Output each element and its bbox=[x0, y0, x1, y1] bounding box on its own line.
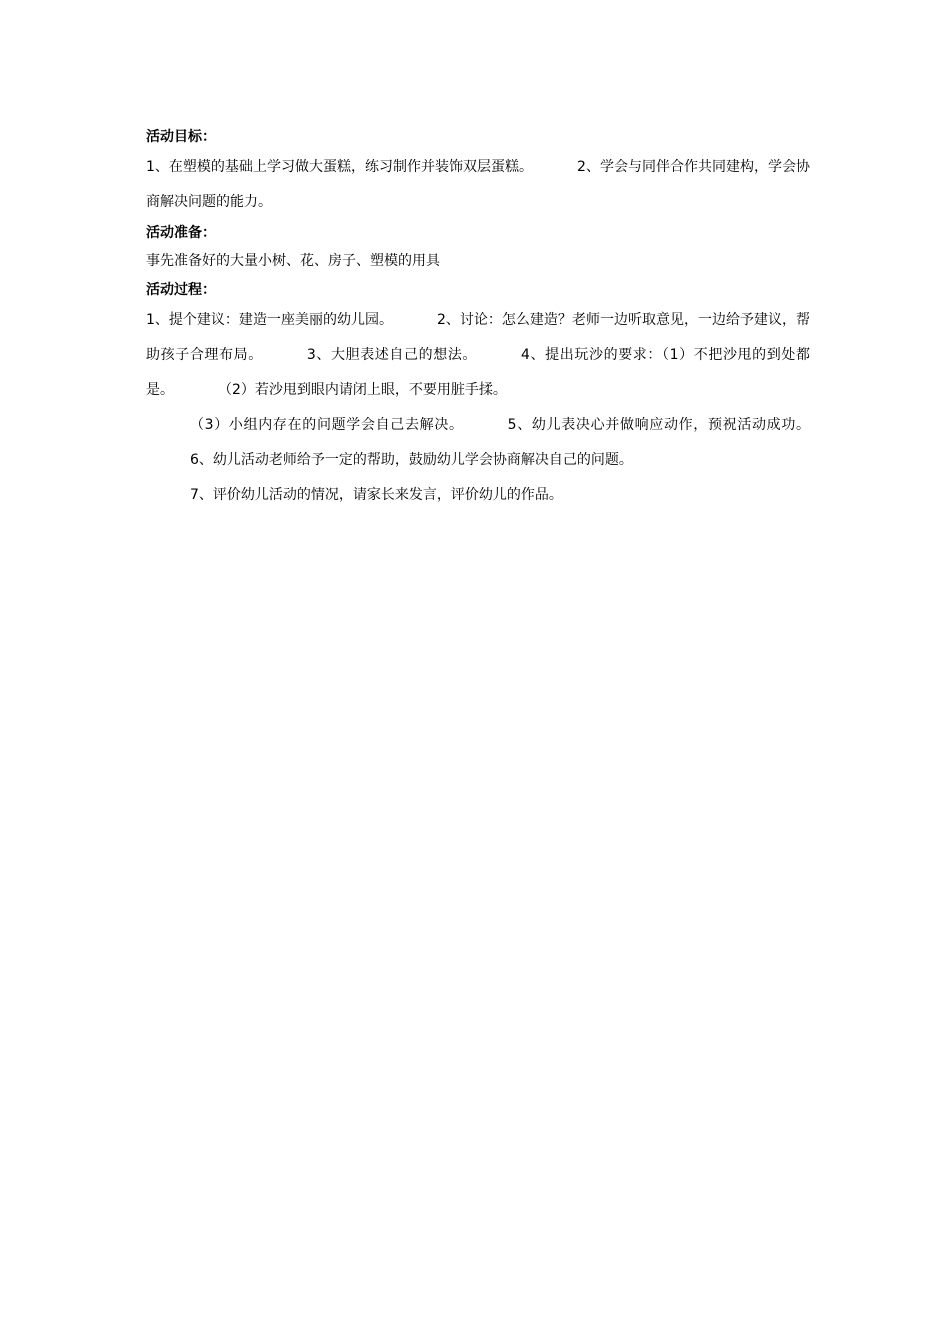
goals-paragraph bbox=[146, 150, 810, 220]
process-step-4c: （3）小组内存在的问题学会自己去解决。 bbox=[190, 417, 464, 433]
goal-item-2: 2、学会与同伴合作共同建构，学会协商解决问题的能力。 bbox=[146, 159, 811, 210]
process-paragraph bbox=[146, 303, 810, 408]
prep-paragraph: 事先准备好的大量小树、花、房子、塑模的用具 bbox=[146, 253, 440, 269]
process-paragraph-3 bbox=[146, 478, 810, 513]
process-step-3: 3、大胆表述自己的想法。 bbox=[306, 347, 478, 363]
goal-item-1: 1、在塑模的基础上学习做大蛋糕，练习制作并装饰双层蛋糕。 bbox=[146, 159, 534, 175]
process-step-2: 2、讨论：怎么建造？老师一边听取意见，一边给予建议，帮助孩子合理布局。 bbox=[146, 312, 811, 363]
process-paragraph-2 bbox=[146, 408, 810, 478]
prep-heading: 活动准备： bbox=[146, 225, 216, 241]
process-step-4b: （2）若沙甩到眼内请闭上眼，不要用脏手揉。 bbox=[218, 382, 507, 398]
process-step-5: 5、幼儿表决心并做响应动作，预祝活动成功。 bbox=[507, 417, 811, 433]
goals-heading: 活动目标： bbox=[146, 129, 216, 145]
process-step-1: 1、提个建议：建造一座美丽的幼儿园。 bbox=[146, 312, 393, 328]
process-heading: 活动过程： bbox=[146, 282, 216, 298]
process-step-6: 6、幼儿活动老师给予一定的帮助，鼓励幼儿学会协商解决自己的问题。 bbox=[190, 452, 633, 468]
process-step-7: 7、评价幼儿活动的情况，请家长来发言，评价幼儿的作品。 bbox=[190, 487, 563, 503]
process-step-4: 4、提出玩沙的要求：（1）不把沙甩的到处都是。 bbox=[146, 347, 810, 398]
document-content bbox=[146, 124, 810, 513]
